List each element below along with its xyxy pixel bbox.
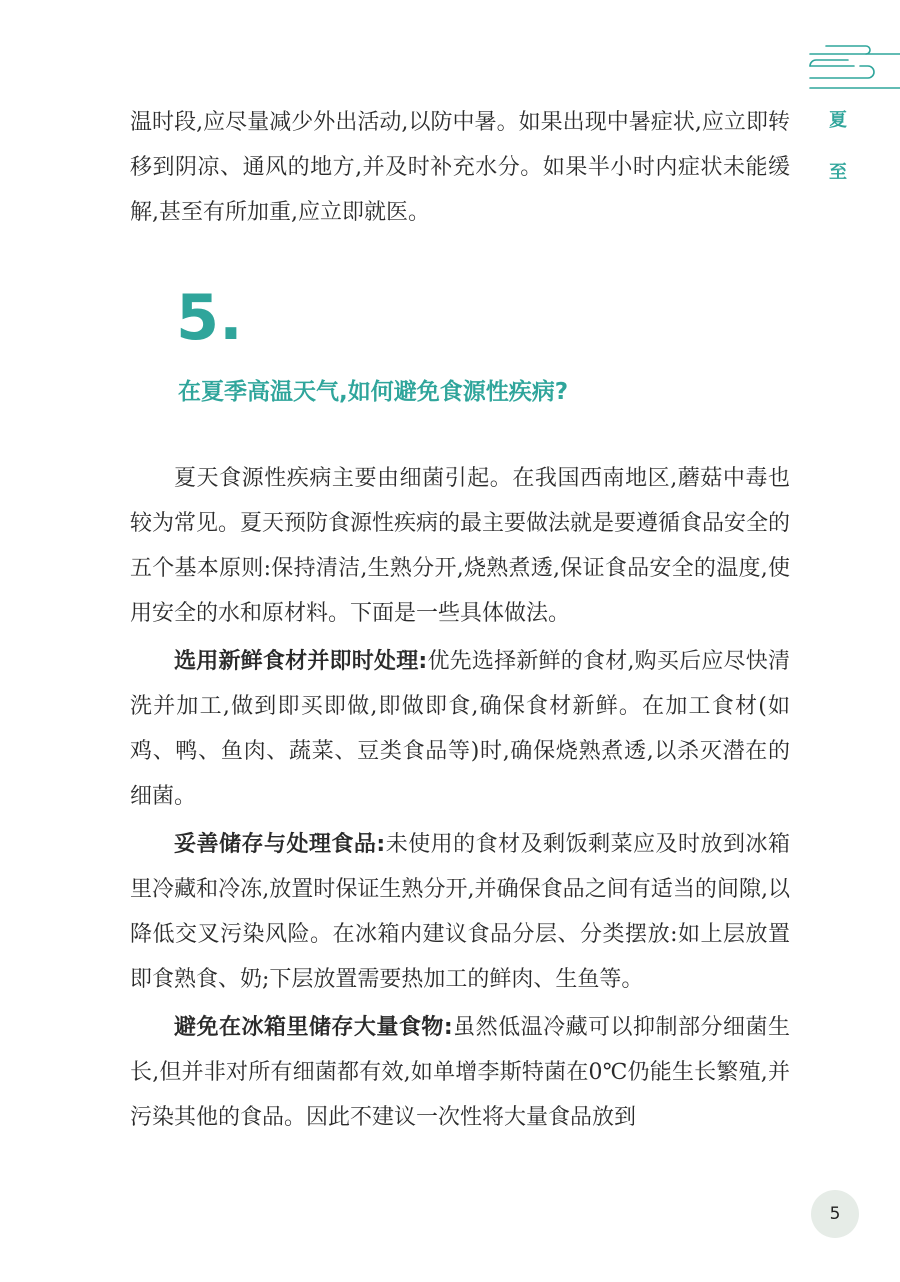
- page-number: 5: [829, 1204, 841, 1224]
- paragraph-2: [130, 639, 790, 819]
- paragraph-3: [130, 822, 790, 1002]
- paragraph-1: [130, 456, 790, 636]
- paragraph-4: [130, 1005, 790, 1140]
- section-title: 在夏季高温天气,如何避免食源性疾病?: [178, 379, 569, 405]
- side-label-solstice: 至: [829, 162, 847, 183]
- main-body: [130, 456, 790, 1143]
- paragraph-4-text: 虽然低温冷藏可以抑制部分细菌生长,但并非对所有细菌都有效,如单增李斯特菌在0℃仍能生长繁殖,并污染其他的食品。因此不建议一次性将大量食品放到: [130, 1015, 790, 1130]
- intro-paragraph: 温时段,应尽量减少外出活动,以防中暑。如果出现中暑症状,应立即转移到阴凉、通风的地方,并及时补充水分。如果半小时内症状未能缓解,甚至有所加重,应立即就医。: [130, 110, 790, 225]
- page-number-badge: [811, 1190, 859, 1238]
- paragraph-3-lead: 妥善储存与处理食品:: [174, 832, 386, 857]
- paragraph-4-lead: 避免在冰箱里储存大量食物:: [174, 1015, 453, 1040]
- wave-decoration-icon: [808, 44, 900, 92]
- paragraph-1-text: 夏天食源性疾病主要由细菌引起。在我国西南地区,蘑菇中毒也较为常见。夏天预防食源性疾病的最主要做法就是要遵循食品安全的五个基本原则:保持清洁,生熟分开,烧熟煮透,保证食品安全的温度,使用安全的水和原材料。下面是一些具体做法。: [130, 466, 791, 626]
- paragraph-2-lead: 选用新鲜食材并即时处理:: [174, 649, 428, 674]
- paragraph-2-text: 优先选择新鲜的食材,购买后应尽快清洗并加工,做到即买即做,即做即食,确保食材新鲜。在加工食材(如鸡、鸭、鱼肉、蔬菜、豆类食品等)时,确保烧熟煮透,以杀灭潜在的细菌。: [130, 649, 790, 809]
- section-number: 5.: [176, 281, 243, 354]
- side-label-summer: 夏: [829, 110, 847, 131]
- paragraph-3-text: 未使用的食材及剩饭剩菜应及时放到冰箱里冷藏和冷冻,放置时保证生熟分开,并确保食品之间有适当的间隙,以降低交叉污染风险。在冰箱内建议食品分层、分类摆放:如上层放置即食熟食、奶;下层放置需要热加工的鲜肉、生鱼等。: [130, 832, 790, 992]
